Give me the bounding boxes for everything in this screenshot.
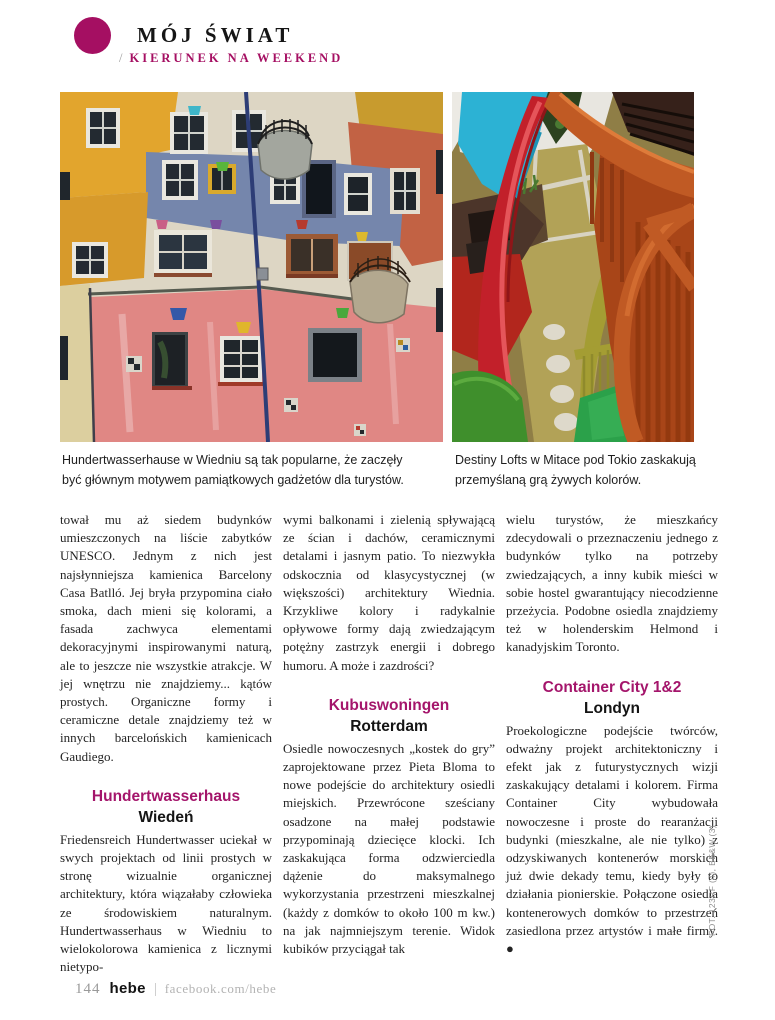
article-columns [60, 511, 719, 976]
masthead [74, 17, 343, 66]
brand-logo: hebe [109, 980, 146, 997]
caption-right-photo: Destiny Lofts w Mitace pod Tokio zaskakują przemyślaną grą żywych kolorów. [455, 453, 696, 487]
column-3 [506, 511, 718, 976]
section-city-londyn: Londyn [584, 699, 640, 717]
column-2-body: Osiedle nowoczesnych „kostek do gry” zaprojektowane przez Pieta Bloma to nowe podejście do architektury osiedli miejskich. Przewrócone sześciany osadzone na małej podstawie przypominają dziecięce klocki. Ich zaskakująca forma odzwierciedla dążenie do maksymalnego wykorzystania przestrzeni mieszkalnej (każdy z domków to około 100 m kw.) na jak najmniejszym terenie. Widok kubików przyciągał tak [283, 740, 495, 957]
section-title-kubuswoningen: Kubuswoningen [328, 696, 450, 714]
column-3-body: Proekologiczne podejście twórców, odważny projekt architektoniczny i efekt jak z futurystycznych wizji zaskakujący detalami i kolorem. Firma Container City wybudowała nowoczesne i proste do rearanżacji budynki (mieszkalne, ale nie tylko) z odzyskiwanych kontenerów morskich już dwie dekady temu, kiedy były to działania pionierskie. Połączone osiedla kontenerowych domków to przestrzeń zasiedlona przez artystów i małe firmy. ● [506, 722, 718, 957]
subsection-title [119, 50, 343, 66]
section-title-hundertwasserhaus: Hundertwasserhaus [91, 787, 241, 805]
brand-dot-icon [74, 17, 111, 54]
photo-row [60, 92, 694, 442]
slash-mark: / [119, 51, 126, 65]
section-title-container-city: Container City 1&2 [542, 678, 682, 696]
masthead-text [119, 17, 343, 66]
column-1-intro: tował mu aż siedem budynków umieszczonych na liście zabytków UNESCO. Jednym z nich jest najsłynniejsza kamienica Barcelony Casa Batlló. Jej bryła przypomina ciało smoka, dach mieni się kolorami, a fasada zachwyca elementami dekoracyjnymi inspirowanymi naturą, ale to jeszcze nie wszystkie atrakcje. W jej wnętrzu nie znajdziemy... kątów prostych. Organiczne formy i ceramiczne detale znajdziemy też w innych barcelońskich kamienicach Gaudiego. [60, 512, 272, 764]
subsection-label: KIERUNEK NA WEEKEND [129, 51, 344, 65]
page-number: 144 [75, 981, 101, 997]
destiny-lofts-photo [452, 92, 694, 442]
page-footer [75, 981, 276, 997]
column-2 [283, 511, 495, 976]
hundertwasserhaus-photo [60, 92, 443, 442]
footer-divider [155, 983, 156, 996]
footer-facebook-link: facebook.com/hebe [164, 981, 277, 996]
section-title: MÓJ ŚWIAT [137, 23, 294, 47]
column-2-intro: wymi balkonami i zielenią spływającą ze ścian i dachów, ceramicznymi detalami i jasnym patio. To niezwykła odskocznia od klasycystycznej (w większości) architektury Wiednia. Krzykliwe kolory i radykalnie opływowe formy dają zwiedzającym potężny zastrzyk energii i dobrego humoru. A może i zazdrości? [283, 512, 495, 673]
column-1-body: Friedensreich Hundertwasser uciekał w swych projektach od linii prostych w stronę wizualnie organicznej architektury, która wiązałaby człowieka ze środowiskiem naturalnym. Hundertwasserhaus w Wiedniu to wielokolorowa kamienica z licznymi nietypo- [60, 831, 272, 975]
section-city-rotterdam: Rotterdam [350, 717, 428, 735]
caption-left-photo: Hundertwasserhause w Wiedniu są tak popularne, że zaczęły być głównym motywem pamiątkowych gadżetów dla turystów. [62, 453, 404, 487]
column-1 [60, 511, 272, 976]
photo-credit: FOT. 123RF (4), BE&W (3) [707, 824, 717, 936]
section-city-wieden: Wiedeń [138, 808, 194, 826]
column-3-intro: wielu turystów, że mieszkańcy zdecydowali o przeznaczeniu jednego z budynków tylko na potrzeby zwiedzających, a inny kubik mieści w sobie hostel gwarantujący niecodzienne przeżycia. Podobne osiedla znajdziemy też w holenderskim Helmond i kanadyjskim Toronto. [506, 512, 718, 655]
